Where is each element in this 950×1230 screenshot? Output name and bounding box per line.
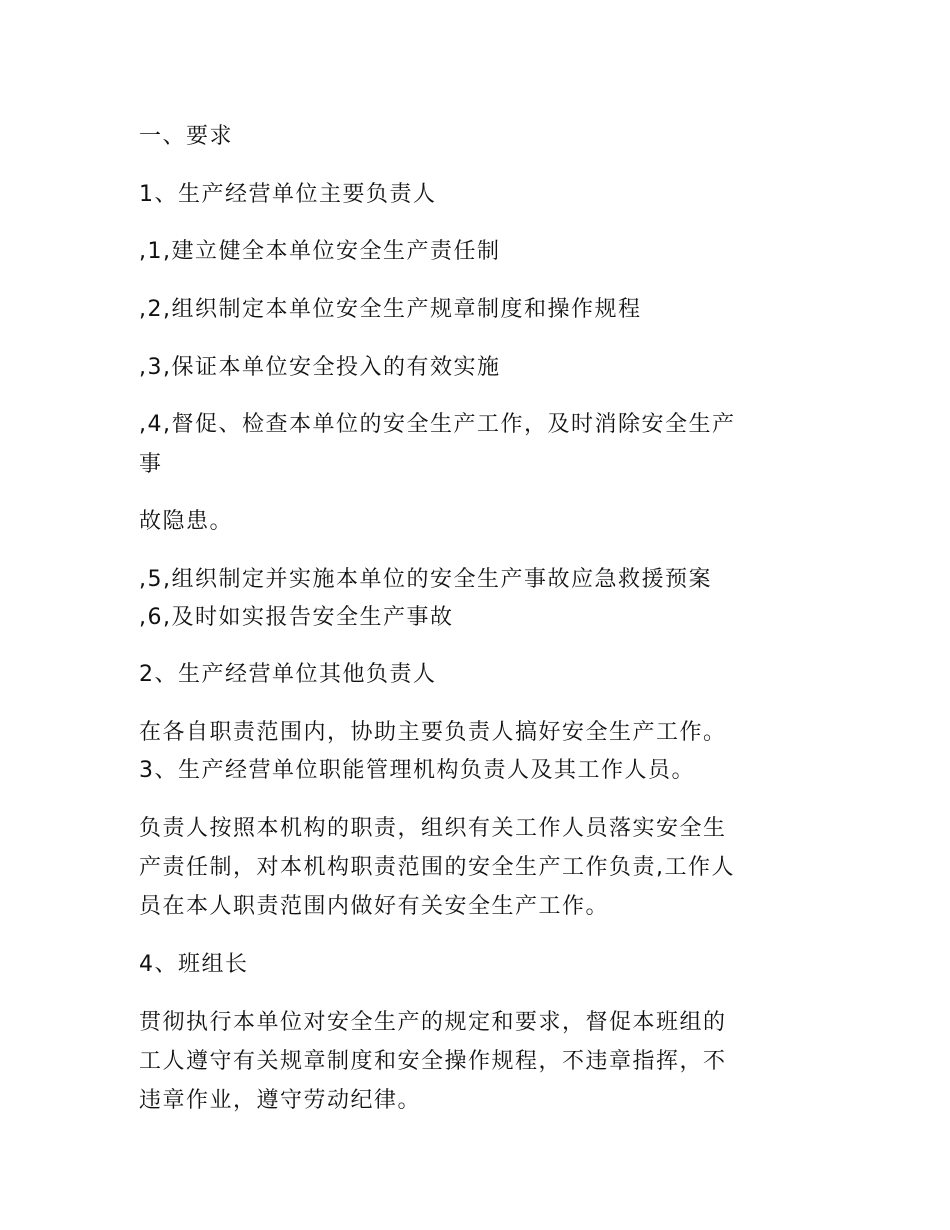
duty-item-4-continued: 故隐患。 [139,509,234,534]
subheading-principal-responsible: 1、生产经营单位主要负责人 [139,182,437,207]
paragraph-team-leader: 工人遵守有关规章制度和安全操作规程，不违章指挥，不 [139,1049,727,1074]
subheading-team-leader: 4、班组长 [139,952,249,977]
paragraph-team-leader: 贯彻执行本单位对安全生产的规定和要求，督促本班组的 [139,1010,727,1035]
paragraph-team-leader: 违章作业，遵守劳动纪律。 [139,1088,422,1113]
duty-item-2: ,2,组织制定本单位安全生产规章制度和操作规程 [139,297,642,322]
paragraph-other-responsible: 在各自职责范围内，协助主要负责人搞好安全生产工作。 [139,720,727,745]
duty-item-1: ,1,建立健全本单位安全生产责任制 [139,239,501,264]
section-heading-requirements: 一、要求 [139,124,234,149]
duty-item-4-continued: 事 [139,452,163,477]
duty-item-3: ,3,保证本单位安全投入的有效实施 [139,355,501,380]
duty-item-5: ,5,组织制定并实施本单位的安全生产事故应急救援预案 [139,567,712,592]
subheading-other-responsible: 2、生产经营单位其他负责人 [139,662,437,687]
paragraph-functional-department: 员在本人职责范围内做好有关安全生产工作。 [139,894,610,919]
paragraph-functional-department: 负责人按照本机构的职责，组织有关工作人员落实安全生 [139,816,727,841]
paragraph-functional-department: 产责任制，对本机构职责范围的安全生产工作负责,工作人 [139,855,735,880]
subheading-functional-department: 3、生产经营单位职能管理机构负责人及其工作人员。 [139,758,695,783]
duty-item-6: ,6,及时如实报告安全生产事故 [139,605,454,630]
duty-item-4: ,4,督促、检查本单位的安全生产工作，及时消除安全生产 [139,412,736,437]
